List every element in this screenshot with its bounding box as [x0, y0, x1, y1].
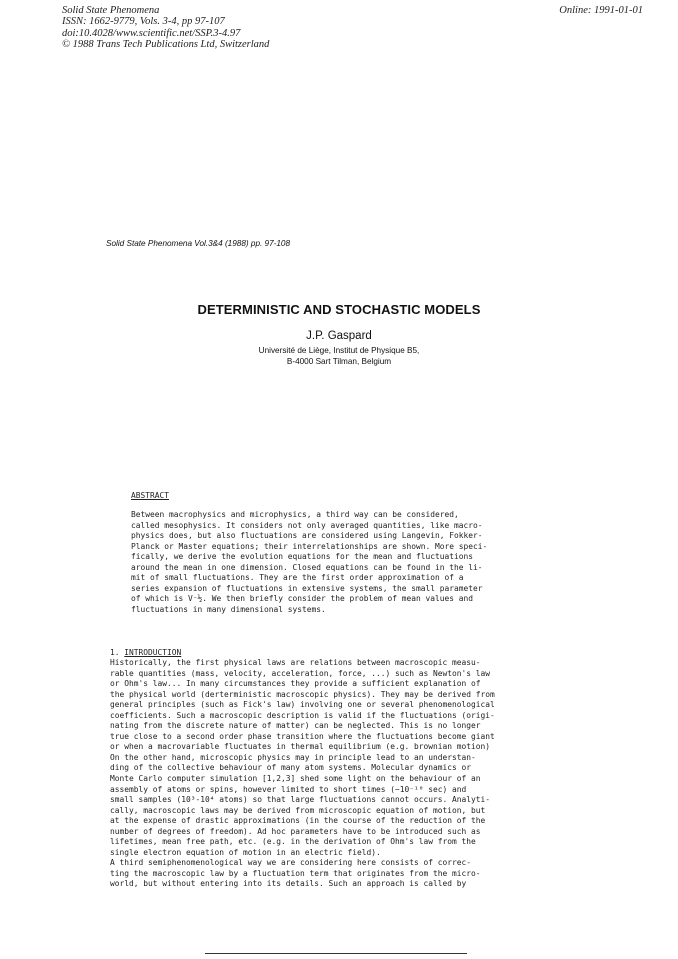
abstract-line: Between macrophysics and microphysics, a third way can be considered, [131, 510, 459, 519]
abstract-line: around the mean in one dimension. Closed equations can be found in the li- [131, 562, 483, 572]
body-line: assembly of atoms or spins, however limited to short times (~10⁻¹⁰ sec) and [110, 784, 467, 794]
body-line: world, but without entering into its details. Such an approach is called by [110, 879, 467, 889]
journal-reference: Solid State Phenomena Vol.3&4 (1988) pp. 97-108 [106, 239, 291, 248]
affiliation-line: Université de Liège, Institut de Physique B5, [258, 346, 420, 355]
body-line: lifetimes, mean free path, etc. (e.g. in the derivation of Ohm's law from the [110, 837, 476, 847]
abstract-body [131, 510, 487, 615]
footer-rule [205, 953, 467, 954]
issn-line: ISSN: 1662-9779, Vols. 3-4, pp 97-107 [62, 16, 225, 28]
body-line: single electron equation of motion in an electric field). [110, 847, 381, 857]
abstract-line: of which is V⁻½. We then briefly consider the problem of mean values and [131, 594, 474, 604]
body-line: true close to a second order phase transition where the fluctuations become giant [110, 731, 495, 741]
affiliation-line: B-4000 Sart Tilman, Belgium [286, 356, 392, 366]
citation-header [62, 5, 269, 51]
body-line: ding of the collective behaviour of many atom systems. Molecular dynamics or [110, 763, 472, 773]
body-line: Historically, the first physical laws are relations between macroscopic measu- [110, 658, 481, 667]
body-line: nating from the discrete nature of matter) can be neglected. This is no longer [110, 721, 481, 731]
body-line: general principles (such as Fick's law) involving one or several phenomenological [110, 700, 495, 710]
body-line: Monte Carlo computer simulation [1,2,3] shed some light on the behaviour of an [110, 774, 481, 784]
affiliation [0, 346, 678, 367]
author: J.P. Gaspard [306, 330, 372, 342]
abstract-line: called mesophysics. It considers not only averaged quantities, like macro- [131, 520, 483, 530]
body-line: number of degrees of freedom). Ad hoc parameters have to be introduced such as [110, 826, 481, 836]
abstract-line: mit of small fluctuations. They are the first order approximation of a [131, 573, 464, 583]
journal-name: Solid State Phenomena [62, 5, 160, 16]
abstract-heading: ABSTRACT [131, 491, 170, 500]
paper-title: DETERMINISTIC AND STOCHASTIC MODELS [197, 302, 481, 317]
body-line: A third semiphenomenological way we are considering here consists of correc- [110, 858, 472, 868]
body-line: or when a macrovariable fluctuates in thermal equilibrium (e.g. brownian motion) [110, 742, 491, 752]
section-number: 1. [110, 648, 120, 657]
body-line: small samples (10³-10⁴ atoms) so that large fluctuations cannot occurs. Analyti- [110, 795, 491, 805]
abstract-line: fluctuations in many dimensional systems. [131, 604, 326, 614]
section-title: INTRODUCTION [124, 648, 182, 657]
body-line: ting the macroscopic law by a fluctuation term that originates from the micro- [110, 868, 481, 878]
abstract-line: physics does, but also fluctuations are considered using Langevin, Fokker- [131, 531, 483, 541]
abstract-line: Planck or Master equations; their interrelationships are shown. More speci- [131, 541, 488, 551]
body-line: at the expense of drastic approximations (in the course of the reduction of the [110, 816, 486, 826]
body-line: rable quantities (mass, velocity, acceleration, force, ...) such as Newton's law [110, 668, 491, 678]
abstract-line: fically, we derive the evolution equations for the mean and fluctuations [131, 552, 474, 562]
body-line: cally, macroscopic laws may be derived from microscopic equation of motion, but [110, 805, 486, 815]
body-line: the physical world (derterministic macroscopic physics). They may be derived from [110, 689, 495, 699]
abstract-line: series expansion of fluctuations in extensive systems, the small parameter [131, 583, 483, 593]
copyright-line: © 1988 Trans Tech Publications Ltd, Switzerland [62, 39, 270, 51]
body-line: On the other hand, microscopic physics may in principle lead to an understan- [110, 752, 476, 762]
body-line: coefficients. Such a macroscopic description is valid if the fluctuations (origi- [110, 710, 495, 720]
introduction-body [110, 658, 495, 890]
section-heading [110, 648, 181, 657]
online-date: Online: 1991-01-01 [559, 5, 643, 16]
body-line: or Ohm's law... In many circumstances they provide a sufficient explanation of [110, 679, 481, 689]
doi-line: doi:10.4028/www.scientific.net/SSP.3-4.97 [62, 27, 241, 39]
